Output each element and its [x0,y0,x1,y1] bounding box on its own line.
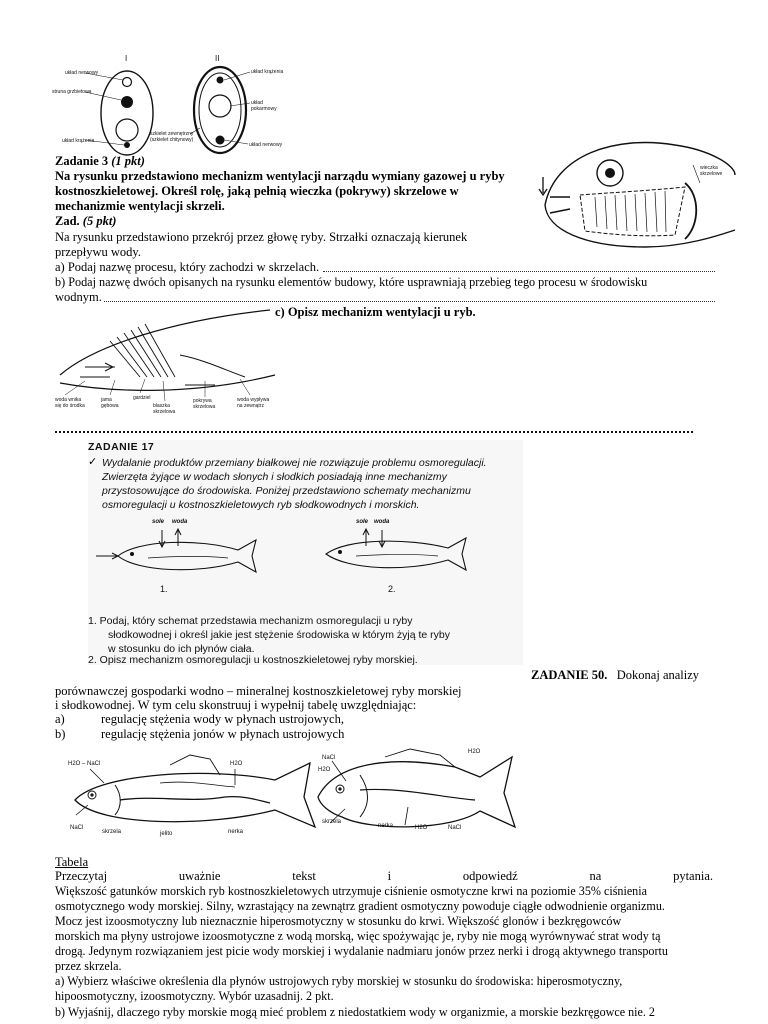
gill-ventilation-figure [535,135,735,253]
tabela-para-2: osmotycznego wody morskiej. Silny, wzrastający na zewnątrz gradient osmotyczny powoduje ciągłe odwodnienie organizmu. [55,899,665,913]
task50-item-a-label: a) [55,712,65,726]
label-nacl-right-2: NaCl [448,825,462,831]
answer-line-b[interactable] [104,290,715,302]
task17-scan [88,440,523,665]
task50-item-a [55,712,65,727]
task17-question-1c: w stosunku do ich płynów ciała. [108,643,255,655]
task5-question-b: b) Podaj nazwę dwóch opisanych na rysunku elementów budowy, które usprawniają przebieg tego procesu w środowisku [55,275,648,289]
dotted-separator [55,427,693,433]
task5-line-1: Na rysunku przedstawiono przekrój przez głowę ryby. Strzałki oznaczają kierunek [55,230,468,244]
task50-heading-line [531,668,699,683]
task17-heading: ZADANIE 17 [88,441,155,453]
tabela-intro-word-4: i [387,869,392,883]
label-circulatory-1: układ krążenia [62,138,95,144]
task5-question-a-text: a) Podaj nazwę procesu, który zachodzi w skrzelach. [55,260,320,274]
task5-points: (5 pkt) [82,214,117,228]
task3-title-text: Zadanie 3 [55,154,112,168]
body-plan-figure [50,54,290,158]
label-nervous-system-2: układ nerwowy [249,142,283,148]
tabela-question-a-2: hipoosmotyczny, izoosmotyczny. Wybór uzasadnij. 2 pkt. [55,989,334,1003]
task3-line-2: kostnoszkieletowej. Określ rolę, jaką pełnią wieczka (pokrywy) skrzelowe w [55,184,459,198]
fish-osmoregulation-figure [60,745,530,840]
task17-question-1b: słodkowodnej i określ jakie jest stężenie środowiska w którym żyją te ryby [108,629,450,641]
tabela-intro-word-2: uważnie [178,869,221,883]
label-gills-right: skrzela [322,819,342,825]
tabela-intro [55,869,713,884]
task50-heading: ZADANIE 50. [531,668,608,682]
fish-head-section-figure [55,305,280,415]
tabela-intro-word-7: pytania. [673,869,713,883]
figure-roman-2: II [215,54,220,63]
task5-line-2: przepływu wody. [55,245,141,259]
label-exoskeleton: szkielet zewnętrzny (szkielet chitynowy) [150,131,194,143]
task5-question-a [55,260,715,275]
figure-roman-1: I [125,54,128,63]
label-digestive: układ pokarmowy [251,100,277,112]
label-nacl-right-1: NaCl [322,755,336,761]
label-mouth-cavity: jama gębowa [101,397,119,409]
label-notochord: struna grzbietowa [52,89,92,95]
task5-question-b-cont [55,290,715,305]
tabela-para-3: Mocz jest izoosmotyczny lub nieznacznie hiperosmotyczny w stosunku do krwi. Większość glonów i bezkręgowców [55,914,622,928]
tabela-question-a-1: a) Wybierz właściwe określenia dla płynów ustrojowych ryby morskiej w stosunku do środowiska: hiperosmotyczny, [55,974,623,988]
label-operculum: wieczka skrzelowe [700,165,723,177]
task5-question-b-cont-text: wodnym. [55,290,102,304]
task17-intro-2: Zwierzęta żyjące w wodach słonych i słodkich posiadają inne mechanizmy [102,471,447,483]
label-water-1: woda [172,519,188,525]
task3-points: (1 pkt) [111,154,145,168]
task3-line-1: Na rysunku przedstawiono mechanizm wentylacji narządu wymiany gazowej u ryby [55,169,505,183]
label-kidney-left: nerka [228,829,244,835]
task50-line-2: porównawczej gospodarki wodno – mineralnej kostnoszkieletowej ryby morskiej [55,684,462,698]
label-pharynx: gardziel [133,395,151,401]
label-gill-cover: pokrywa skrzelowa [193,398,216,410]
tabela-para-5: drogą. Jedynym rozwiązaniem jest picie wody morskiej i wydalanie nadmiaru jonów przez nerki i drogą aktywnego transportu [55,944,668,958]
tabela-para-4: morskich ma płyny ustrojowe izoosmotyczne z wodą morską, więc spożywając je, ryby nie mogą wyrównywać strat wody tą [55,929,661,943]
osmoregulation-schemes [88,518,523,598]
label-water-in: woda wnika się do środka [55,397,85,409]
task17-question-1a: 1. Podaj, który schemat przedstawia mechanizm osmoregulacji u ryby [88,615,413,627]
tabela-intro-word-6: na [589,869,602,883]
tabela-para-6: przez skrzela. [55,959,122,973]
task17-intro-3: przystosowujące do środowiska. Poniżej przedstawiono schematy mechanizmu [102,485,471,497]
fish-head-drawing [535,135,735,253]
task50-heading-after: Dokonaj analizy [616,668,700,682]
scheme-number-2: 2. [388,584,396,594]
label-salts-2: sole [356,519,369,525]
label-water-2: woda [374,519,390,525]
tabela-intro-word-3: tekst [292,869,316,883]
label-intestine: jelito [160,831,173,837]
label-circulatory-2: układ krążenia [251,69,284,75]
label-salts-1: sole [152,519,165,525]
task17-intro-4: osmoregulacji u kostnoszkieletowych ryb słodkowodnych i morskich. [102,499,420,511]
tabela-intro-word-1: Przeczytaj [55,869,108,883]
label-water-out: woda wypływa na zewnątrz [237,397,270,409]
task3-line-3: mechanizmie wentylacji skrzeli. [55,199,225,213]
task3-title [55,154,145,169]
scheme-number-1: 1. [160,584,168,594]
task17-intro-1: Wydalanie produktów przemiany białkowej nie rozwiązuje problemu osmoregulacji. [102,457,487,469]
tabela-question-b: b) Wyjaśnij, dlaczego ryby morskie mogą mieć problem z niedostatkiem wody w organizmie, a morskie bezkręgowce nie. 2 [55,1005,655,1019]
label-h2o-nacl: H2O – NaCl [68,761,101,767]
label-gill-lamella: blaszka skrzelowa [153,403,176,415]
task5-question-c: c) Opisz mechanizm wentylacji u ryb. [275,305,476,319]
label-h2o-right-3: H2O [415,825,428,831]
task17-question-2: 2. Opisz mechanizm osmoregulacji u kostnoszkieletowej ryby morskiej. [88,654,418,666]
task50-item-a-text: regulację stężenia wody w płynach ustrojowych, [101,712,344,726]
label-nervous-system-1: układ nerwowy [65,70,99,76]
label-h2o-right-2: H2O [468,749,481,755]
tabela-title: Tabela [55,855,89,869]
label-nacl-left: NaCl [70,825,84,831]
task50-item-b-label: b) [55,727,66,741]
task50-item-b-text: regulację stężenia jonów w płynach ustrojowych [101,727,345,741]
task17-checkmark-icon: ✓ [88,456,98,468]
task50-item-b [55,727,65,742]
label-kidney-right: nerka [378,823,394,829]
answer-line-a[interactable] [323,260,715,272]
label-h2o-left: H2O [230,761,243,767]
tabela-intro-word-5: odpowiedź [462,869,518,883]
task50-line-3: i słodkowodnej. W tym celu skonstruuj i wypełnij tabelę uwzględniając: [55,698,417,712]
task5-title-text: Zad. [55,214,83,228]
task5-title [55,214,116,229]
label-h2o-right-1: H2O [318,767,331,773]
tabela-para-1: Większość gatunków morskich ryb kostnoszkieletowych utrzymuje ciśnienie osmotyczne krwi na poziomie 35% ciśnienia [55,884,647,898]
label-gills-left: skrzela [102,829,122,835]
